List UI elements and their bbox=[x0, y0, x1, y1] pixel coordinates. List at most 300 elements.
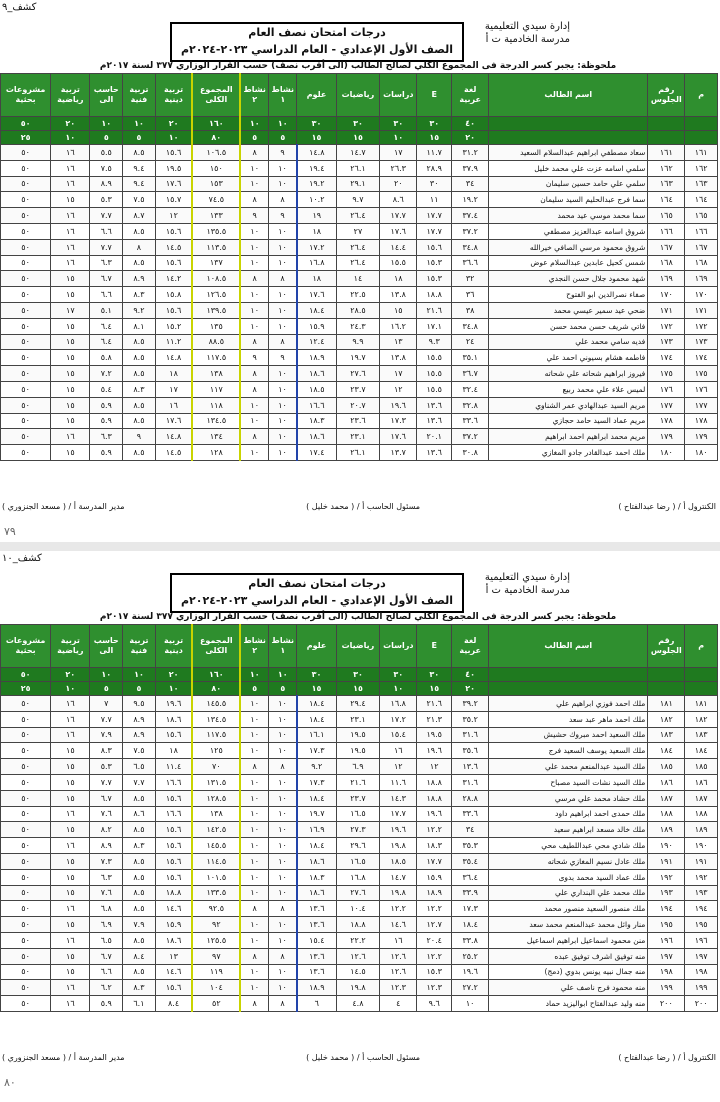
research-projects-cell: ٥٠ bbox=[1, 445, 51, 461]
index-cell: ١٧٤ bbox=[685, 350, 718, 366]
research-projects-cell: ٥٠ bbox=[1, 790, 51, 806]
seat-number-cell: ١٩٩ bbox=[648, 980, 685, 996]
english-cell: ١٥.٣ bbox=[417, 255, 452, 271]
art-cell: ٩.٤ bbox=[123, 176, 156, 192]
religion-cell: ١٨.٨ bbox=[155, 885, 192, 901]
table-row bbox=[1, 901, 718, 917]
exam-title: درجات امتحان نصف العام bbox=[248, 26, 386, 39]
physical-education-cell: ١٦ bbox=[51, 727, 90, 743]
index-cell: ١٨٨ bbox=[685, 806, 718, 822]
activity-2-cell: ١٠ bbox=[240, 255, 268, 271]
art-cell: ٨.٥ bbox=[123, 413, 156, 429]
total-cell: ١٠١.٥ bbox=[192, 869, 240, 885]
seat-number-cell: ١٦٨ bbox=[648, 255, 685, 271]
physical-education-cell: ١٥ bbox=[51, 759, 90, 775]
art-cell: ٨.٤ bbox=[123, 948, 156, 964]
physical-education-cell: ١٥ bbox=[51, 381, 90, 397]
index-cell: ١٩٧ bbox=[685, 948, 718, 964]
art-cell: ٨ bbox=[123, 239, 156, 255]
seat-number-cell: ١٨١ bbox=[648, 696, 685, 712]
min-index bbox=[685, 131, 718, 145]
student-name-cell: فديه سامي محمد علي bbox=[489, 334, 648, 350]
table-row bbox=[1, 853, 718, 869]
index-cell: ١٧٦ bbox=[685, 381, 718, 397]
religion-cell: ١٥.٦ bbox=[155, 869, 192, 885]
english-cell: ١٨.٣ bbox=[417, 838, 452, 854]
computer-cell: ٧.٧ bbox=[90, 208, 123, 224]
computer-cell: ٥.٣ bbox=[90, 192, 123, 208]
math-cell: ١٢.٦ bbox=[336, 948, 380, 964]
arabic-cell: ٣٦ bbox=[452, 287, 489, 303]
social-studies-cell: ١٧.٧ bbox=[380, 208, 417, 224]
activity-1-cell: ١٠ bbox=[269, 287, 297, 303]
religion-cell: ١٤.٦ bbox=[155, 901, 192, 917]
max-math: ٣٠ bbox=[336, 668, 380, 682]
arabic-cell: ٣٩.٢ bbox=[452, 696, 489, 712]
math-cell: ٢٦.٤ bbox=[336, 208, 380, 224]
computer-cell: ٦.٤ bbox=[90, 318, 123, 334]
max-social-studies: ٣٠ bbox=[380, 117, 417, 131]
index-cell: ١٨٧ bbox=[685, 790, 718, 806]
table-row bbox=[1, 145, 718, 161]
table-row bbox=[1, 350, 718, 366]
header-student-name: اسم الطالب bbox=[489, 625, 648, 668]
header-social-studies: دراسات bbox=[380, 625, 417, 668]
index-cell: ١٦٦ bbox=[685, 223, 718, 239]
religion-cell: ١٤.٥ bbox=[155, 239, 192, 255]
student-name-cell: سعاد مصطفي ابراهيم عبدالسلام السعيد bbox=[489, 145, 648, 161]
grade-sheet-2 bbox=[0, 551, 720, 1100]
header-english: E bbox=[417, 625, 452, 668]
student-name-cell: ملك عماد السيد محمد بدوى bbox=[489, 869, 648, 885]
seat-number-cell: ١٧٦ bbox=[648, 381, 685, 397]
social-studies-cell: ١٢.٦ bbox=[380, 948, 417, 964]
activity-2-cell: ١٠ bbox=[240, 223, 268, 239]
min-math: ١٥ bbox=[336, 682, 380, 696]
min-physical-education: ١٠ bbox=[51, 131, 90, 145]
social-studies-cell: ١٩.٨ bbox=[380, 885, 417, 901]
religion-cell: ١٥.٧ bbox=[155, 192, 192, 208]
student-name-cell: ملك احمد ماهر عبد سعد bbox=[489, 711, 648, 727]
activity-2-cell: ١٠ bbox=[240, 727, 268, 743]
science-cell: ١٨ bbox=[297, 223, 336, 239]
student-name-cell: مريم السيد عبدالهادي عمر الشناوي bbox=[489, 397, 648, 413]
activity-1-cell: ١٠ bbox=[269, 964, 297, 980]
math-cell: ٢٦.١ bbox=[336, 160, 380, 176]
physical-education-cell: ١٥ bbox=[51, 869, 90, 885]
religion-cell: ١٣ bbox=[155, 948, 192, 964]
research-projects-cell: ٥٠ bbox=[1, 208, 51, 224]
table-row bbox=[1, 223, 718, 239]
max-student-name bbox=[489, 668, 648, 682]
research-projects-cell: ٥٠ bbox=[1, 271, 51, 287]
computer-cell: ٧.٩ bbox=[90, 727, 123, 743]
max-total: ١٦٠ bbox=[192, 117, 240, 131]
computer-cell: ٦.٣ bbox=[90, 255, 123, 271]
table-row bbox=[1, 381, 718, 397]
art-cell: ٩.٢ bbox=[123, 302, 156, 318]
physical-education-cell: ١٦ bbox=[51, 239, 90, 255]
activity-1-cell: ١٠ bbox=[269, 429, 297, 445]
research-projects-cell: ٥٠ bbox=[1, 176, 51, 192]
arabic-cell: ٣٧.٢ bbox=[452, 223, 489, 239]
art-cell: ٧.٧ bbox=[123, 774, 156, 790]
science-cell: ١٨ bbox=[297, 271, 336, 287]
rounding-note: ملحوظة: يجبر كسر الدرجة فى المجموع الكلي لصالح الطالب (الى أقرب نصف) حسب القرار الوزاري ٣٧٧ لسنة ٢٠١٧م bbox=[99, 61, 617, 71]
index-cell: ١٦٤ bbox=[685, 192, 718, 208]
arabic-cell: ١٧.٣ bbox=[452, 901, 489, 917]
research-projects-cell: ٥٠ bbox=[1, 901, 51, 917]
math-cell: ١٦.٥ bbox=[336, 806, 380, 822]
social-studies-cell: ١٧.٣ bbox=[380, 413, 417, 429]
english-cell: ١٥.٣ bbox=[417, 964, 452, 980]
activity-2-cell: ٩ bbox=[240, 350, 268, 366]
header-student-name: اسم الطالب bbox=[489, 74, 648, 117]
research-projects-cell: ٥٠ bbox=[1, 350, 51, 366]
header-row bbox=[1, 74, 718, 117]
index-cell: ١٩٠ bbox=[685, 838, 718, 854]
social-studies-cell: ١٤.٦ bbox=[380, 917, 417, 933]
seat-number-cell: ١٧١ bbox=[648, 302, 685, 318]
art-cell: ٨.٩ bbox=[123, 271, 156, 287]
religion-cell: ١٥.٢ bbox=[155, 318, 192, 334]
table-row bbox=[1, 774, 718, 790]
seat-number-cell: ١٩١ bbox=[648, 853, 685, 869]
computer-cell: ٦.٦ bbox=[90, 964, 123, 980]
seat-number-cell: ١٦٤ bbox=[648, 192, 685, 208]
english-cell: ١٥.٩ bbox=[417, 869, 452, 885]
math-cell: ١٦.٨ bbox=[336, 869, 380, 885]
computer-cell: ٨.٩ bbox=[90, 838, 123, 854]
header-research-projects: مشروعات بحثية bbox=[1, 74, 51, 117]
physical-education-cell: ١٥ bbox=[51, 397, 90, 413]
research-projects-cell: ٥٠ bbox=[1, 806, 51, 822]
max-religion: ٢٠ bbox=[155, 668, 192, 682]
computer-cell: ٦.٥ bbox=[90, 932, 123, 948]
activity-1-cell: ١٠ bbox=[269, 239, 297, 255]
activity-1-cell: ٨ bbox=[269, 334, 297, 350]
total-cell: ١٣٨ bbox=[192, 366, 240, 382]
activity-2-cell: ٨ bbox=[240, 759, 268, 775]
student-name-cell: منه توفيق اشرف توفيق عبده bbox=[489, 948, 648, 964]
math-cell: ٢٣.١ bbox=[336, 711, 380, 727]
seat-number-cell: ١٩٣ bbox=[648, 885, 685, 901]
seat-number-cell: ١٩٨ bbox=[648, 964, 685, 980]
total-cell: ١٠٨.٥ bbox=[192, 271, 240, 287]
seat-number-cell: ١٨٧ bbox=[648, 790, 685, 806]
computer-cell: ٧.٣ bbox=[90, 853, 123, 869]
min-index bbox=[685, 682, 718, 696]
math-cell: ٢٠.٧ bbox=[336, 397, 380, 413]
social-studies-cell: ٢٦.٣ bbox=[380, 160, 417, 176]
research-projects-cell: ٥٠ bbox=[1, 964, 51, 980]
index-cell: ١٩٩ bbox=[685, 980, 718, 996]
art-cell: ٨.٣ bbox=[123, 980, 156, 996]
science-cell: ١٨.٣ bbox=[297, 413, 336, 429]
social-studies-cell: ١٦.٢ bbox=[380, 318, 417, 334]
min-student-name bbox=[489, 682, 648, 696]
science-cell: ١٣.٦ bbox=[297, 901, 336, 917]
min-english: ١٥ bbox=[417, 682, 452, 696]
social-studies-cell: ١٣.٨ bbox=[380, 287, 417, 303]
art-cell: ٩ bbox=[123, 429, 156, 445]
activity-1-cell: ١٠ bbox=[269, 790, 297, 806]
social-studies-cell: ١٥ bbox=[380, 302, 417, 318]
table-row bbox=[1, 996, 718, 1012]
religion-cell: ١٤.٦ bbox=[155, 964, 192, 980]
science-cell: ١٥.٤ bbox=[297, 932, 336, 948]
math-cell: ٢٦.٤ bbox=[336, 239, 380, 255]
activity-1-cell: ٨ bbox=[269, 901, 297, 917]
index-cell: ١٨٠ bbox=[685, 445, 718, 461]
index-cell: ١٦١ bbox=[685, 145, 718, 161]
min-research-projects: ٢٥ bbox=[1, 682, 51, 696]
computer-cell: ٥.٩ bbox=[90, 397, 123, 413]
activity-1-cell: ١٠ bbox=[269, 774, 297, 790]
english-cell: ١٥.٣ bbox=[417, 271, 452, 287]
physical-education-cell: ١٥ bbox=[51, 445, 90, 461]
seat-number-cell: ١٨٥ bbox=[648, 759, 685, 775]
student-name-cell: ملك خالد مسعد ابراهيم سعيد bbox=[489, 822, 648, 838]
social-studies-cell: ٨.٦ bbox=[380, 192, 417, 208]
physical-education-cell: ١٥ bbox=[51, 413, 90, 429]
physical-education-cell: ١٥ bbox=[51, 917, 90, 933]
header-physical-education: تربية رياضية bbox=[51, 74, 90, 117]
art-cell: ٨.٥ bbox=[123, 885, 156, 901]
research-projects-cell: ٥٠ bbox=[1, 413, 51, 429]
grade-year-title: الصف الأول الإعدادي - العام الدراسي ٢٠٢٣-٢٠٢٤م bbox=[180, 594, 454, 607]
title-box bbox=[170, 22, 464, 62]
arabic-cell: ٣٤ bbox=[452, 176, 489, 192]
max-science: ٣٠ bbox=[297, 668, 336, 682]
religion-cell: ١٥.٦ bbox=[155, 822, 192, 838]
min-seat-number bbox=[648, 682, 685, 696]
total-cell: ١٠٤ bbox=[192, 980, 240, 996]
english-cell: ٣٠ bbox=[417, 176, 452, 192]
science-cell: ١٨.٦ bbox=[297, 366, 336, 382]
total-cell: ٧٤.٥ bbox=[192, 192, 240, 208]
computer-cell: ٥.٨ bbox=[90, 350, 123, 366]
admin-block bbox=[485, 571, 570, 597]
max-index bbox=[685, 668, 718, 682]
student-name-cell: ملك شادي محي عبداللطيف محي bbox=[489, 838, 648, 854]
math-cell: ٦.٩ bbox=[336, 759, 380, 775]
student-name-cell: ضحي عيد سمير عيسي محمد bbox=[489, 302, 648, 318]
page-number: ٧٩ bbox=[4, 525, 16, 538]
math-cell: ٢٤.٣ bbox=[336, 318, 380, 334]
english-cell: ١٣.٦ bbox=[417, 397, 452, 413]
max-index bbox=[685, 117, 718, 131]
grades-table bbox=[0, 73, 718, 461]
max-seat-number bbox=[648, 668, 685, 682]
science-cell: ١٢.٤ bbox=[297, 334, 336, 350]
seat-number-cell: ٢٠٠ bbox=[648, 996, 685, 1012]
header-art: تربية فنية bbox=[123, 74, 156, 117]
index-cell: ١٧٩ bbox=[685, 429, 718, 445]
activity-2-cell: ١٠ bbox=[240, 445, 268, 461]
total-cell: ١٣٥ bbox=[192, 318, 240, 334]
index-cell: ١٧٠ bbox=[685, 287, 718, 303]
arabic-cell: ٣٦.٧ bbox=[452, 366, 489, 382]
seat-number-cell: ١٧٤ bbox=[648, 350, 685, 366]
english-cell: ١٧.٧ bbox=[417, 208, 452, 224]
computer-cell: ٦.٧ bbox=[90, 948, 123, 964]
science-cell: ١٧.٢ bbox=[297, 239, 336, 255]
english-cell: ١١ bbox=[417, 192, 452, 208]
student-name-cell: ملك احمد عبدالقادر جادو المغازي bbox=[489, 445, 648, 461]
activity-2-cell: ١٠ bbox=[240, 885, 268, 901]
english-cell: ١٧.٧ bbox=[417, 223, 452, 239]
activity-1-cell: ١٠ bbox=[269, 397, 297, 413]
total-cell: ١٣٧ bbox=[192, 255, 240, 271]
science-cell: ١٠.٢ bbox=[297, 192, 336, 208]
activity-1-cell: ١٠ bbox=[269, 838, 297, 854]
total-cell: ١٣١.٥ bbox=[192, 774, 240, 790]
total-cell: ٧٠ bbox=[192, 759, 240, 775]
activity-2-cell: ٨ bbox=[240, 901, 268, 917]
science-cell: ١٣.٦ bbox=[297, 917, 336, 933]
computer-cell: ٨.٣ bbox=[90, 743, 123, 759]
art-cell: ٨.٥ bbox=[123, 334, 156, 350]
header-row bbox=[1, 625, 718, 668]
english-cell: ٢٠.٤ bbox=[417, 932, 452, 948]
english-cell: ١٨.٨ bbox=[417, 287, 452, 303]
student-name-cell: ملك منصور السعيد منصور محمد bbox=[489, 901, 648, 917]
math-cell: ٩.٩ bbox=[336, 334, 380, 350]
research-projects-cell: ٥٠ bbox=[1, 255, 51, 271]
religion-cell: ١٤.٨ bbox=[155, 429, 192, 445]
index-cell: ١٧٢ bbox=[685, 318, 718, 334]
seat-number-cell: ١٦٩ bbox=[648, 271, 685, 287]
table-row bbox=[1, 255, 718, 271]
seat-number-cell: ١٨٣ bbox=[648, 727, 685, 743]
total-cell: ١٢٨.٥ bbox=[192, 790, 240, 806]
student-name-cell: شروق محمود مرسي الصافي خيرالله bbox=[489, 239, 648, 255]
english-cell: ١٨.٨ bbox=[417, 774, 452, 790]
index-cell: ١٧٣ bbox=[685, 334, 718, 350]
arabic-cell: ٣٤.٨ bbox=[452, 318, 489, 334]
arabic-cell: ٣٤ bbox=[452, 822, 489, 838]
art-cell: ٨.٥ bbox=[123, 255, 156, 271]
religion-cell: ١٥.٦ bbox=[155, 727, 192, 743]
index-cell: ١٩٨ bbox=[685, 964, 718, 980]
physical-education-cell: ١٥ bbox=[51, 271, 90, 287]
science-cell: ١٥.٩ bbox=[297, 318, 336, 334]
table-row bbox=[1, 208, 718, 224]
table-row bbox=[1, 727, 718, 743]
religion-cell: ١٥.٦ bbox=[155, 302, 192, 318]
art-cell: ٨.٥ bbox=[123, 822, 156, 838]
index-cell: ١٧٧ bbox=[685, 397, 718, 413]
seat-number-cell: ١٧٧ bbox=[648, 397, 685, 413]
math-cell: ٢١.٦ bbox=[336, 774, 380, 790]
activity-2-cell: ١٠ bbox=[240, 790, 268, 806]
activity-1-cell: ١٠ bbox=[269, 806, 297, 822]
social-studies-cell: ١٧.٦ bbox=[380, 429, 417, 445]
max-student-name bbox=[489, 117, 648, 131]
science-cell: ١٨.٦ bbox=[297, 429, 336, 445]
activity-1-cell: ١٠ bbox=[269, 223, 297, 239]
science-cell: ١٤.٨ bbox=[297, 145, 336, 161]
art-cell: ٨.٦ bbox=[123, 806, 156, 822]
math-cell: ١٤ bbox=[336, 271, 380, 287]
research-projects-cell: ٥٠ bbox=[1, 381, 51, 397]
min-score-row bbox=[1, 131, 718, 145]
header-arabic: لغة عربية bbox=[452, 625, 489, 668]
computer-cell: ٦.٦ bbox=[90, 287, 123, 303]
seat-number-cell: ١٧٩ bbox=[648, 429, 685, 445]
seat-number-cell: ١٨٢ bbox=[648, 711, 685, 727]
computer-cell: ٥.٩ bbox=[90, 996, 123, 1012]
physical-education-cell: ١٥ bbox=[51, 334, 90, 350]
activity-2-cell: ١٠ bbox=[240, 743, 268, 759]
research-projects-cell: ٥٠ bbox=[1, 822, 51, 838]
grade-sheet-1 bbox=[0, 0, 720, 549]
total-cell: ١٢٦.٥ bbox=[192, 287, 240, 303]
religion-cell: ١٥.٨ bbox=[155, 287, 192, 303]
computer-cell: ٨.٩ bbox=[90, 176, 123, 192]
arabic-cell: ٢٧.٢ bbox=[452, 980, 489, 996]
rounding-note: ملحوظة: يجبر كسر الدرجة فى المجموع الكلي لصالح الطالب (الى أقرب نصف) حسب القرار الوزاري ٣٧٧ لسنة ٢٠١٧م bbox=[99, 612, 617, 622]
religion-cell: ١٤.٨ bbox=[155, 350, 192, 366]
min-score-row bbox=[1, 682, 718, 696]
index-cell: ١٨٣ bbox=[685, 727, 718, 743]
max-seat-number bbox=[648, 117, 685, 131]
art-cell: ٨.٥ bbox=[123, 869, 156, 885]
computer-cell: ٧.٧ bbox=[90, 239, 123, 255]
student-name-cell: ملك السعيد يوسف السعيد فرج bbox=[489, 743, 648, 759]
physical-education-cell: ١٦ bbox=[51, 223, 90, 239]
activity-1-cell: ١٠ bbox=[269, 869, 297, 885]
activity-2-cell: ٨ bbox=[240, 381, 268, 397]
min-religion: ١٠ bbox=[155, 682, 192, 696]
science-cell: ١٩ bbox=[297, 208, 336, 224]
research-projects-cell: ٥٠ bbox=[1, 287, 51, 303]
student-name-cell: ملك عادل نسيم المغازي شحاته bbox=[489, 853, 648, 869]
header-activity-2: نشاط ٢ bbox=[240, 74, 268, 117]
research-projects-cell: ٥٠ bbox=[1, 696, 51, 712]
religion-cell: ١٥.٦ bbox=[155, 145, 192, 161]
activity-2-cell: ١٠ bbox=[240, 160, 268, 176]
social-studies-cell: ١٧.٧ bbox=[380, 806, 417, 822]
arabic-cell: ٣٧.٢ bbox=[452, 429, 489, 445]
art-cell: ٨.٥ bbox=[123, 790, 156, 806]
index-cell: ١٧١ bbox=[685, 302, 718, 318]
table-row bbox=[1, 806, 718, 822]
min-science: ١٥ bbox=[297, 131, 336, 145]
art-cell: ٩.٤ bbox=[123, 160, 156, 176]
math-cell: ٢٣.٦ bbox=[336, 413, 380, 429]
table-row bbox=[1, 696, 718, 712]
math-cell: ٢٩.١ bbox=[336, 176, 380, 192]
art-cell: ٨.٥ bbox=[123, 445, 156, 461]
school-line: مدرسة الخادمية ت أ bbox=[485, 34, 570, 45]
religion-cell: ١٩.٥ bbox=[155, 160, 192, 176]
research-projects-cell: ٥٠ bbox=[1, 160, 51, 176]
research-projects-cell: ٥٠ bbox=[1, 334, 51, 350]
index-cell: ١٦٥ bbox=[685, 208, 718, 224]
sheet-label: كشف_٩ bbox=[2, 2, 37, 13]
art-cell: ٨.٣ bbox=[123, 838, 156, 854]
exam-title: درجات امتحان نصف العام bbox=[248, 577, 386, 590]
header-arabic: لغة عربية bbox=[452, 74, 489, 117]
table-row bbox=[1, 790, 718, 806]
activity-1-cell: ٩ bbox=[269, 350, 297, 366]
table-row bbox=[1, 838, 718, 854]
research-projects-cell: ٥٠ bbox=[1, 885, 51, 901]
religion-cell: ١٥.٦ bbox=[155, 223, 192, 239]
physical-education-cell: ١٦ bbox=[51, 996, 90, 1012]
